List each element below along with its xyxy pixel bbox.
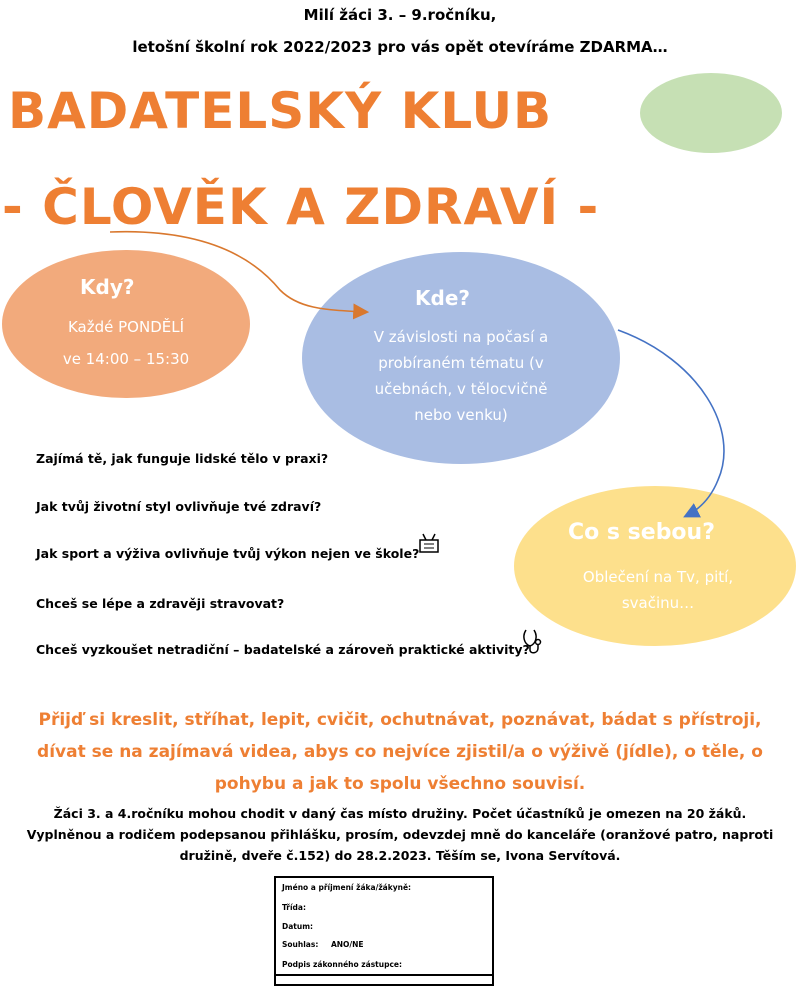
question-sport: Jak sport a výživa ovlivňuje tvůj výkon nejen ve škole? (36, 546, 420, 561)
info-line-1: Žáci 3. a 4.ročníku mohou chodit v daný čas místo družiny. Počet účastníků je omezen na 20 žáků. (53, 806, 747, 821)
form-signature-label: Podpis zákonného zástupce: (282, 960, 402, 969)
form-bottom-rule (276, 974, 492, 976)
arrow-where-to-bring (618, 330, 724, 516)
where-heading: Kde? (415, 286, 470, 310)
info-line-3: družině, dveře č.152) do 28.2.2023. Těším se, Ivona Servítová. (179, 848, 621, 863)
when-day: Každé PONDĚLÍ (67, 318, 185, 336)
bring-heading: Co s sebou? (568, 520, 715, 545)
invite-line-1: Přijď si kreslit, stříhat, lepit, cvičit, ochutnávat, poznávat, bádat s přístroji, (38, 710, 762, 730)
greeting-line: Milí žáci 3. – 9.ročníku, (303, 6, 497, 24)
form-consent-value: ANO/NE (330, 940, 364, 949)
bring-text: Oblečení na Tv, pití, svačinu… (582, 568, 734, 612)
stethoscope-icon (520, 626, 546, 656)
question-lifestyle: Jak tvůj životní styl ovlivňuje tvé zdraví? (36, 499, 322, 514)
when-heading: Kdy? (80, 275, 135, 299)
question-diet: Chceš se lépe a zdravěji stravovat? (36, 596, 285, 611)
when-time: ve 14:00 – 15:30 (62, 350, 190, 368)
form-consent (282, 940, 364, 949)
when-text (2, 314, 250, 372)
club-subtitle: - ČLOVĚK A ZDRAVÍ - (2, 178, 600, 236)
invite-line-3: pohybu a jak to spolu všechno souvisí. (214, 774, 586, 794)
invite-paragraph (0, 704, 800, 800)
tv-icon (418, 532, 442, 556)
registration-form (274, 876, 494, 986)
form-date-label: Datum: (282, 922, 314, 931)
arrow-when-to-where (110, 232, 366, 312)
info-paragraph (0, 803, 800, 866)
form-name-label: Jméno a příjmení žáka/žákyně: (282, 883, 412, 892)
club-title: BADATELSKÝ KLUB (8, 82, 553, 140)
question-activities: Chceš vyzkoušet netradiční – badatelské a zároveň praktické aktivity? (36, 642, 530, 657)
invite-line-2: dívat se na zajímavá videa, abys co nejvíce zjistil/a o výživě (jídle), o těle, o (37, 742, 763, 762)
question-body: Zajímá tě, jak funguje lidské tělo v praxi? (36, 451, 329, 466)
info-line-2: Vyplněnou a rodičem podepsanou přihlášku, prosím, odevzdej mně do kanceláře (oranžové patro, naproti (26, 827, 774, 842)
announcement-line: letošní školní rok 2022/2023 pro vás opět otevíráme ZDARMA… (132, 38, 668, 56)
form-consent-label: Souhlas: (282, 940, 319, 949)
form-class-label: Třída: (282, 903, 306, 912)
where-text: V závislosti na počasí a probíraném tématu (v učebnách, v tělocvičně nebo venku) (373, 328, 549, 424)
